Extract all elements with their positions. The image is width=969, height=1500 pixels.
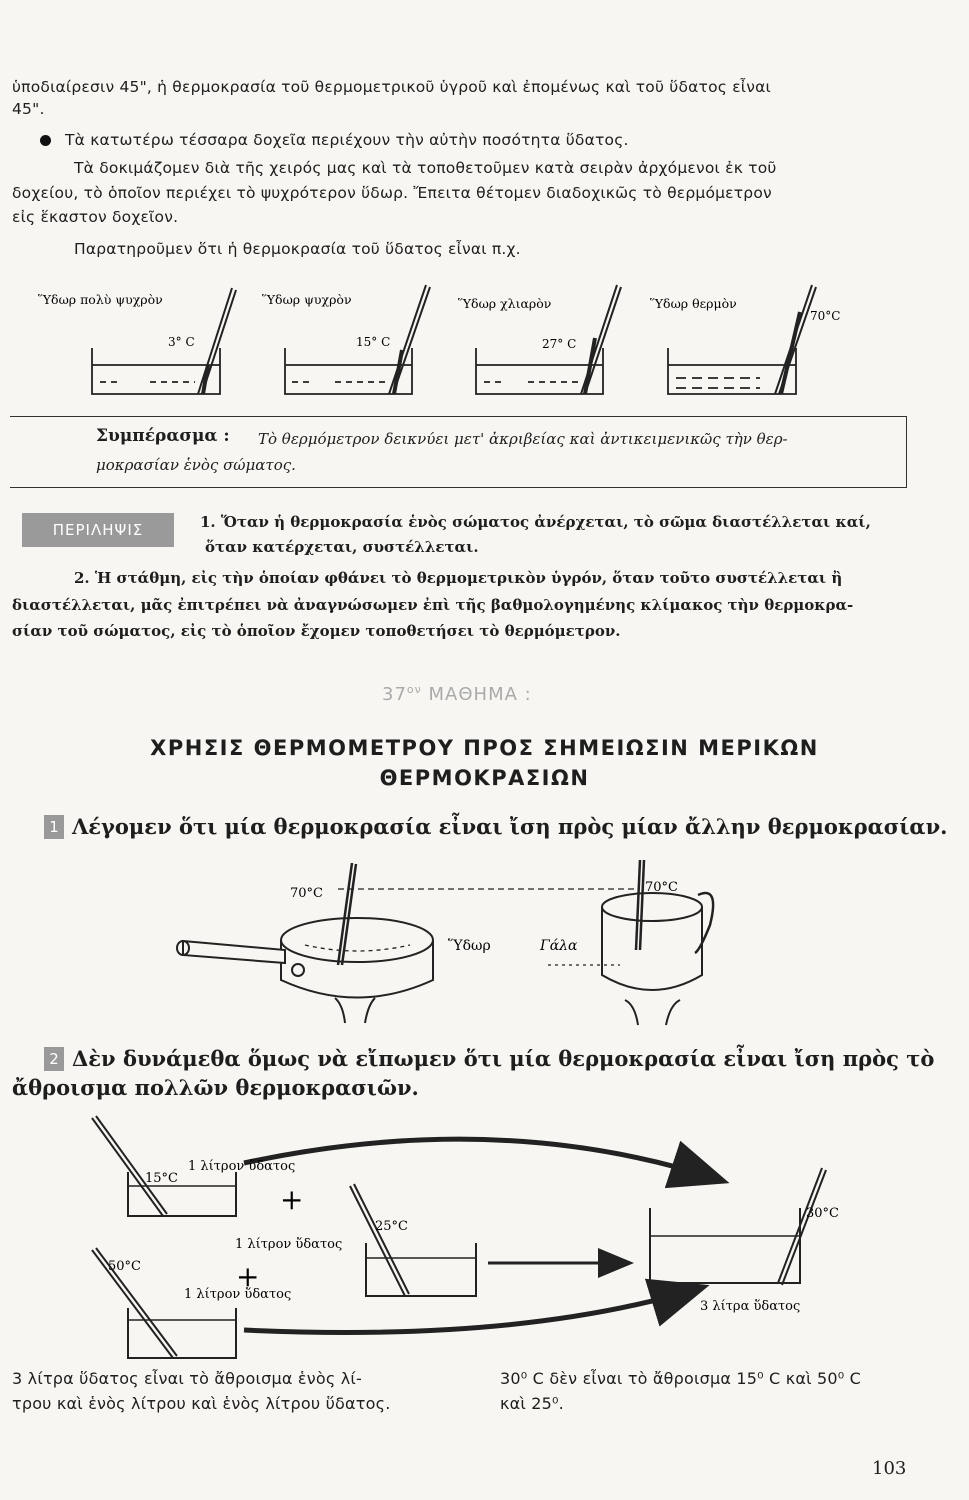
lesson-title-line-1: ΧΡΗΣΙΣ ΘΕΡΜΟΜΕΤΡΟΥ ΠΡΟΣ ΣΗΜΕΙΩΣΙΝ ΜΕΡΙΚΩΝ [150,736,819,760]
arrow-top [244,1139,720,1180]
section-2-text-2: ἄθροισμα πολλῶν θερμοκρασιῶν. [12,1075,419,1100]
pot-and-cup-figure [0,855,969,1035]
beaker-2-temp: 15° C [356,335,391,349]
summary-item-2-line-2: διαστέλλεται, μᾶς ἐπιτρέπει νὰ ἀναγνώσωμεν ἐπὶ τῆς βαθμολογημένης κλίμακος τὴν θερμοκρα- [12,596,854,614]
lesson-label: ΜΑΘΗΜΑ : [428,684,532,705]
section-2-number: 2 [44,1047,64,1071]
result-temp: 30°C [806,1206,839,1221]
plus-2: + [236,1260,260,1293]
section-1-number: 1 [44,815,64,839]
result-container [650,1168,826,1285]
para1-line-2: δοχείου, τὸ ὁποῖον περιέχει τὸ ψυχρότερον ὕδωρ. Ἔπειτα θέτομεν διαδοχικῶς τὸ θερμόμετρον [12,184,772,202]
beaker-3-temp: 27° C [542,337,577,351]
lesson-number: 37 [382,684,407,705]
caption-left-2: τρου καὶ ἑνὸς λίτρου καὶ ἑνὸς λίτρου ὕδατος. [12,1394,391,1413]
section-1-heading [44,812,947,842]
container-2-label: 1 λίτρον ὕδατος [235,1237,343,1252]
para1-line-1: Τὰ δοκιμάζομεν διὰ τῆς χειρός μας καὶ τὰ τοποθετοῦμεν κατὰ σειρὰν ἀρχόμενοι ἐκ τοῦ [74,159,777,177]
section-2-heading [44,1044,934,1074]
beaker-1-temp: 3° C [168,335,195,349]
summary-tag: ΠΕΡΙΛΗΨΙΣ [22,513,174,547]
caption-right-1: 30⁰ C δὲν εἶναι τὸ ἄθροισμα 15⁰ C καὶ 50⁰ C [500,1369,862,1388]
pot-label: Ὕδωρ [448,938,491,954]
intro-line-1: ὑποδιαίρεσιν 45", ἡ θερμοκρασία τοῦ θερμομετρικοῦ ὑγροῦ καὶ ἐπομένως καὶ τοῦ ὕδατος εἶναι [12,78,771,96]
para2: Παρατηροῦμεν ὅτι ἡ θερμοκρασία τοῦ ὕδατος εἶναι π.χ. [74,240,521,258]
container-1-label: 1 λίτρον ὕδατος [188,1159,296,1174]
conclusion-text-1: Τὸ θερμόμετρον δεικνύει μετ' ἀκριβείας καὶ ἀντικειμενικῶς τὴν θερ- [258,430,788,448]
lesson-title-line-2: ΘΕΡΜΟΚΡΑΣΙΩΝ [379,766,590,790]
container-3-temp: 50°C [108,1259,141,1274]
caption-right-2: καὶ 25⁰. [500,1394,564,1413]
sum-figure [0,1108,969,1363]
beaker-3-label: Ὕδωρ χλιαρὸν [458,296,552,311]
beakers-figure [0,270,969,410]
lesson-number-sup: ον [406,683,422,696]
caption-left-1: 3 λίτρα ὕδατος εἶναι τὸ ἄθροισμα ἑνὸς λί- [12,1369,362,1388]
conclusion-text-2: μοκρασίαν ἑνὸς σώματος. [96,456,296,474]
conclusion-label: Συμπέρασμα : [96,426,230,446]
bullet-icon [40,135,51,146]
pot-temp: 70°C [290,886,323,901]
result-label: 3 λίτρα ὕδατος [700,1299,801,1314]
bullet-text: Τὰ κατωτέρω τέσσαρα δοχεῖα περιέχουν τὴν αὐτὴν ποσότητα ὕδατος. [65,131,629,149]
container-1-temp: 15°C [145,1171,178,1186]
lesson-header [382,683,532,705]
cup-label: Γάλα [540,938,578,954]
bullet-paragraph [40,130,629,151]
container-2-temp: 25°C [375,1219,408,1234]
page-number: 103 [872,1458,907,1479]
section-1-text: Λέγομεν ὅτι μία θερμοκρασία εἶναι ἴση πρὸς μίαν ἄλλην θερμοκρασίαν. [72,814,948,839]
plus-1: + [280,1183,304,1216]
beaker-4-label: Ὕδωρ θερμὸν [650,296,737,311]
container-3-label: 1 λίτρον ὕδατος [184,1287,292,1302]
summary-item-2-line-3: σίαν τοῦ σώματος, εἰς τὸ ὁποῖον ἔχομεν τοποθετήσει τὸ θερμόμετρον. [12,622,621,640]
summary-item-1-line-2: ὅταν κατέρχεται, συστέλλεται. [205,538,479,556]
intro-line-2: 45". [12,100,45,118]
beaker-4-temp: 70°C [810,309,841,323]
para1-line-3: εἰς ἕκαστον δοχεῖον. [12,208,179,226]
beaker-2-label: Ὕδωρ ψυχρὸν [262,292,352,307]
arrow-bottom [244,1288,700,1332]
summary-item-2-line-1: 2. Ἡ στάθμη, εἰς τὴν ὁποίαν φθάνει τὸ θερμομετρικὸν ὑγρόν, ὅταν τοῦτο συστέλλεται ἢ [74,569,843,587]
summary-item-1-line-1: 1. Ὅταν ἡ θερμοκρασία ἑνὸς σώματος ἀνέρχεται, τὸ σῶμα διαστέλλεται καί, [200,513,871,531]
cup-temp: 70°C [645,880,678,895]
beaker-1-label: Ὕδωρ πολὺ ψυχρὸν [38,292,163,307]
section-2-text-1: Δὲν δυνάμεθα ὅμως νὰ εἴπωμεν ὅτι μία θερμοκρασία εἶναι ἴση πρὸς τὸ [72,1046,935,1071]
container-2 [350,1184,476,1296]
